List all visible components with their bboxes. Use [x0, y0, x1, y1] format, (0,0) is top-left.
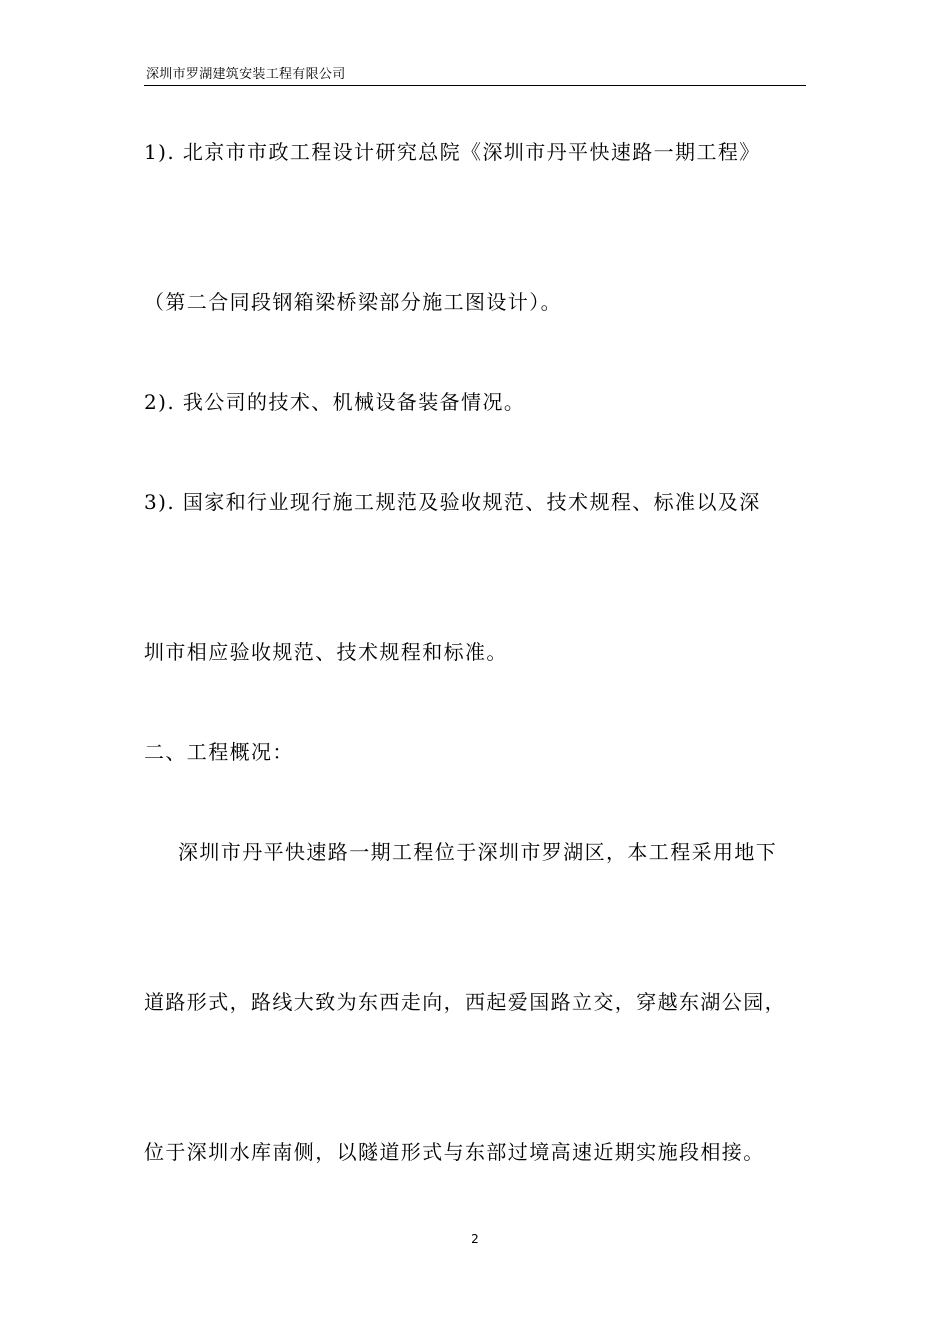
reference-item-2: 2). 我公司的技术、机械设备装备情况。 — [144, 390, 526, 414]
reference-item-3-continued: 圳市相应验收规范、技术规程和标准。 — [144, 640, 508, 664]
overview-paragraph-line-3: 位于深圳水库南侧，以隧道形式与东部过境高速近期实施段相接。 — [144, 1140, 765, 1164]
reference-item-1: 1). 北京市市政工程设计研究总院《深圳市丹平快速路一期工程》 — [144, 140, 761, 164]
section-heading-project-overview: 二、工程概况： — [144, 740, 294, 764]
header-company-name: 深圳市罗湖建筑安装工程有限公司 — [146, 67, 346, 82]
page-number: 2 — [471, 1232, 479, 1246]
reference-item-1-continued: （第二合同段钢箱梁桥梁部分施工图设计）。 — [144, 290, 562, 314]
overview-paragraph-line-2: 道路形式，路线大致为东西走向，西起爱国路立交，穿越东湖公园， — [144, 990, 786, 1014]
reference-item-3: 3). 国家和行业现行施工规范及验收规范、技术规程、标准以及深 — [144, 490, 761, 514]
overview-paragraph-line-1: 深圳市丹平快速路一期工程位于深圳市罗湖区，本工程采用地下 — [178, 840, 778, 864]
header-divider — [144, 85, 806, 86]
